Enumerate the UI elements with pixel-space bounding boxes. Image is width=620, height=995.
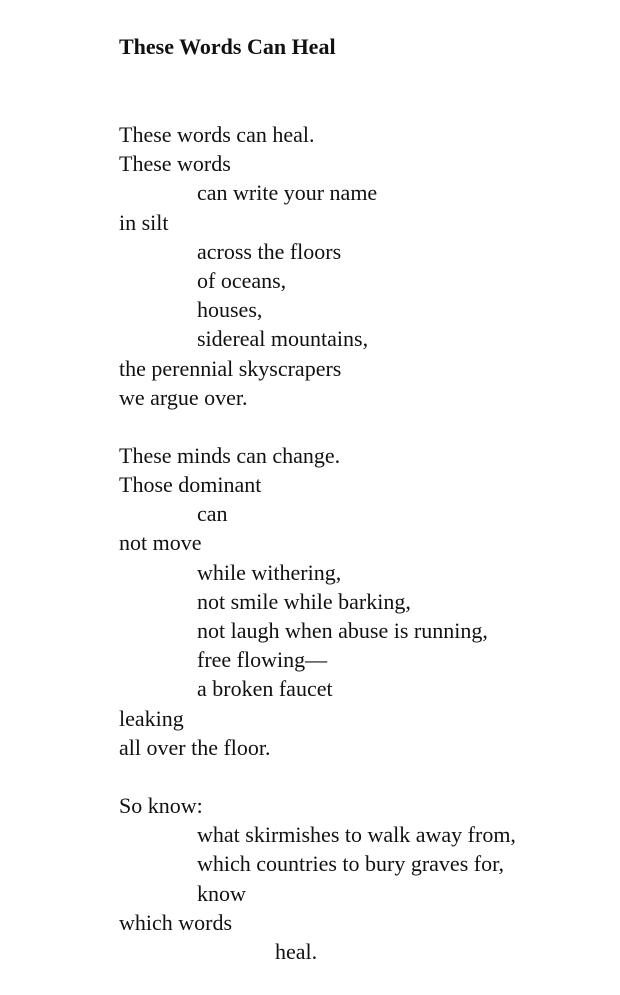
poem-line: heal. — [275, 938, 318, 964]
poem-line: in silt — [119, 209, 169, 235]
poem-line: not laugh when abuse is running, — [197, 618, 488, 643]
stanza-3 — [119, 791, 599, 966]
poem-line: the perennial skyscrapers — [119, 355, 342, 381]
poem-line: houses, — [197, 297, 263, 323]
poem-line: know — [197, 880, 246, 906]
poem-line: These words — [119, 151, 231, 177]
poem-line: These minds can change. — [119, 442, 341, 468]
poem-line: sidereal mountains, — [197, 326, 369, 352]
stanza-2 — [119, 441, 599, 762]
poem-line: of oceans, — [197, 267, 287, 293]
poem-line: can — [197, 501, 228, 527]
poem-line: across the floors — [197, 238, 342, 264]
poem-body — [119, 120, 599, 995]
poem-line: not move — [119, 530, 202, 556]
poem-line: which words — [119, 909, 233, 935]
poem-line: not smile while barking, — [197, 588, 411, 614]
poem-line: what skirmishes to walk away from, — [197, 822, 516, 848]
poem-line: These words can heal. — [119, 122, 315, 147]
poem-title: These Words Can Heal — [119, 34, 336, 59]
poem-line: we argue over. — [119, 384, 248, 410]
stanza-1 — [119, 120, 599, 412]
poem-line: leaking — [119, 705, 184, 731]
poem-line: while withering, — [197, 559, 342, 585]
poem-line: So know: — [119, 792, 203, 818]
poem-line: which countries to bury graves for, — [197, 851, 505, 877]
poem-line: can write your name — [197, 180, 378, 206]
poem-line: free flowing— — [197, 647, 328, 673]
poem-line: all over the floor. — [119, 734, 271, 760]
poem-line: a broken faucet — [197, 676, 333, 702]
poem-line: Those dominant — [119, 472, 262, 498]
